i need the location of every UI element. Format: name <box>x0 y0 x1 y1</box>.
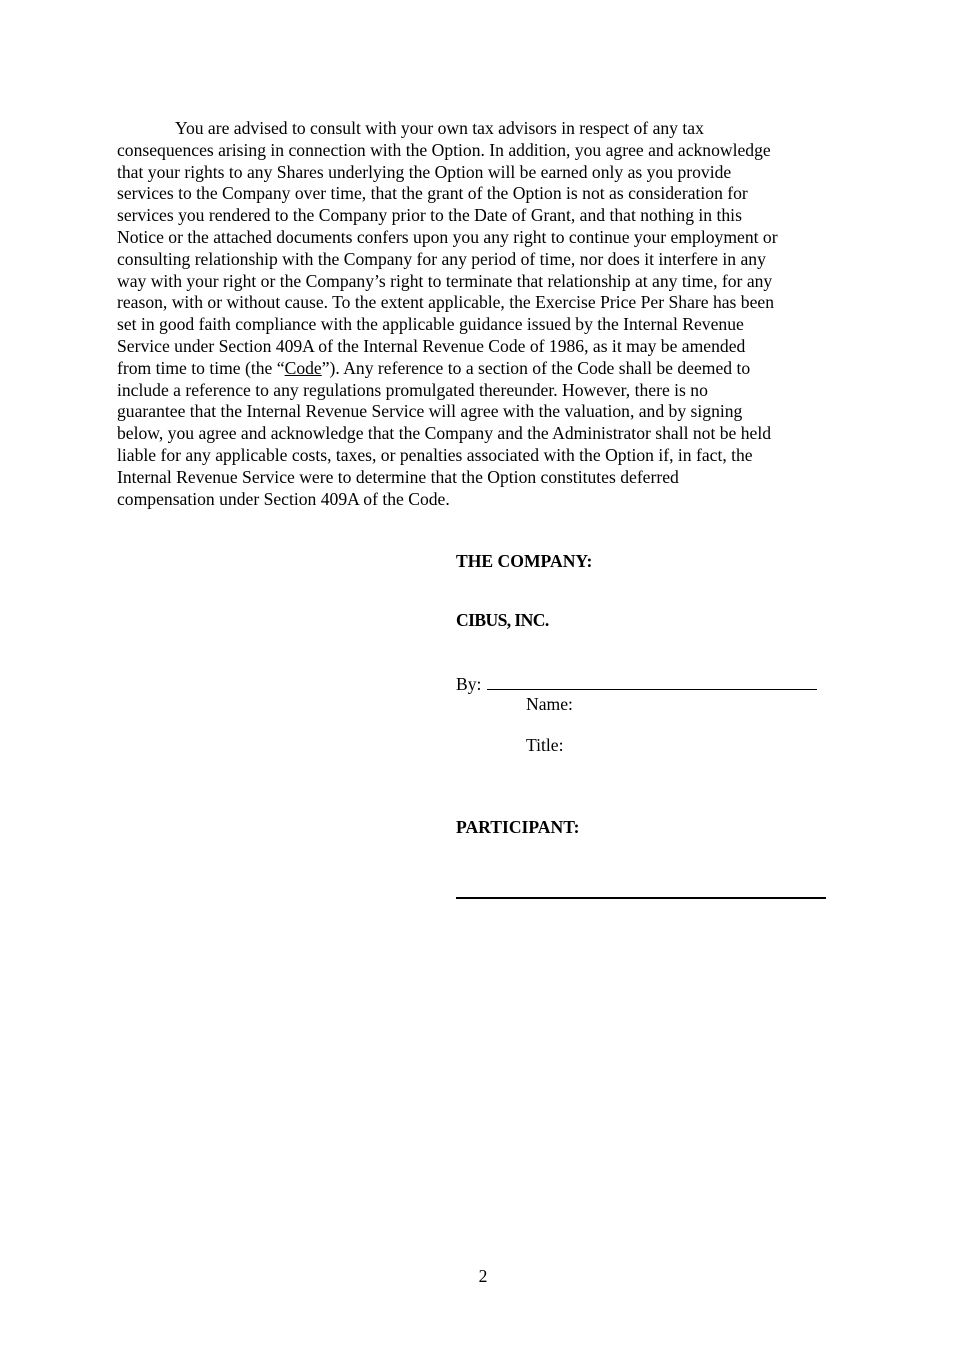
name-label: Name: <box>526 694 573 714</box>
paragraph-line: way with your right or the Company’s right to terminate that relationship at any time, for any <box>117 270 773 291</box>
page-number: 2 <box>478 1266 488 1286</box>
line-text-before-term: from time to time (the “ <box>117 357 285 378</box>
paragraph-line <box>117 358 852 380</box>
paragraph-line: below, you agree and acknowledge that the Company and the Administrator shall not be held <box>117 423 772 444</box>
paragraph-line: Internal Revenue Service were to determine that the Option constitutes deferred <box>117 466 679 487</box>
defined-term-code: Code <box>284 357 322 378</box>
participant-heading: PARTICIPANT: <box>456 817 580 837</box>
paragraph-line: consequences arising in connection with the Option. In addition, you agree and acknowledge <box>117 139 771 160</box>
paragraph-line: consulting relationship with the Company for any period of time, nor does it interfere in any <box>117 248 766 269</box>
paragraph-line: services to the Company over time, that the grant of the Option is not as consideration for <box>117 183 748 204</box>
company-name: CIBUS, INC. <box>456 610 549 630</box>
paragraph-line: liable for any applicable costs, taxes, or penalties associated with the Option if, in fact, the <box>117 444 753 465</box>
company-signature-field[interactable] <box>487 675 817 690</box>
paragraph-line: include a reference to any regulations promulgated thereunder. However, there is no <box>117 379 708 400</box>
paragraph-line: reason, with or without cause. To the extent applicable, the Exercise Price Per Share has been <box>117 292 775 313</box>
company-heading: THE COMPANY: <box>456 551 593 571</box>
paragraph-line: guarantee that the Internal Revenue Service will agree with the valuation, and by signing <box>117 401 743 422</box>
paragraph-line: Notice or the attached documents confers upon you any right to continue your employment or <box>117 226 778 247</box>
by-label: By: <box>456 674 482 694</box>
by-signature-line <box>456 674 817 695</box>
paragraph-line: You are advised to consult with your own tax advisors in respect of any tax <box>175 118 704 138</box>
tax-advice-paragraph <box>117 118 852 510</box>
paragraph-line: compensation under Section 409A of the Code. <box>117 488 450 509</box>
paragraph-line: set in good faith compliance with the applicable guidance issued by the Internal Revenue <box>117 314 744 335</box>
paragraph-line: that your rights to any Shares underlying the Option will be earned only as you provide <box>117 161 732 182</box>
title-label: Title: <box>526 735 564 755</box>
paragraph-line: Service under Section 409A of the Internal Revenue Code of 1986, as it may be amended <box>117 335 746 356</box>
paragraph-line: services you rendered to the Company prior to the Date of Grant, and that nothing in this <box>117 205 742 226</box>
participant-signature-field[interactable] <box>456 897 826 899</box>
line-text-after-term: ”). Any reference to a section of the Code shall be deemed to <box>321 357 751 378</box>
